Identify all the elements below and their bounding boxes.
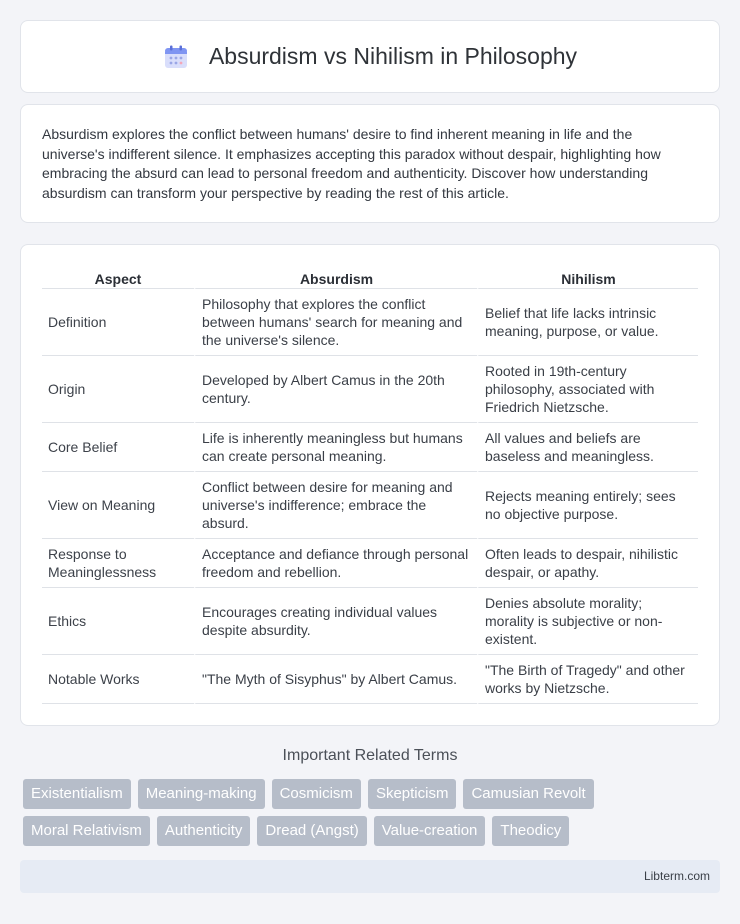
table-cell-absurdism: Life is inherently meaningless but humans can create personal meaning. (194, 423, 477, 472)
table-cell-nihilism: Denies absolute morality; morality is subjective or non-existent. (477, 588, 698, 655)
table-cell-nihilism: Rooted in 19th-century philosophy, associated with Friedrich Nietzsche. (477, 356, 698, 423)
column-header: Absurdism (194, 263, 477, 289)
column-header: Nihilism (477, 263, 698, 289)
table-cell-absurdism: "The Myth of Sisyphus" by Albert Camus. (194, 655, 477, 704)
intro-card (20, 104, 720, 223)
tag-value-creation[interactable]: Value-creation (374, 816, 486, 846)
comparison-table-card (20, 244, 720, 726)
tag-skepticism[interactable]: Skepticism (368, 779, 457, 809)
table-cell-nihilism: Often leads to despair, nihilistic despair, or apathy. (477, 539, 698, 588)
table-cell-nihilism: Belief that life lacks intrinsic meaning, purpose, or value. (477, 289, 698, 356)
table-row (42, 588, 698, 655)
table-cell-absurdism: Philosophy that explores the conflict between humans' search for meaning and the universe's silence. (194, 289, 477, 356)
table-cell-absurdism: Developed by Albert Camus in the 20th century. (194, 356, 477, 423)
related-terms-heading: Important Related Terms (282, 747, 458, 764)
table-cell-aspect: Response to Meaninglessness (42, 539, 194, 588)
intro-text: Absurdism explores the conflict between humans' desire to find inherent meaning in life and the universe's indifferent silence. It emphasizes accepting this paradox without despair, highlighting how embracing the absurd can lead to personal freedom and authenticity. Discover how understanding absurdism can transform your perspective by reading the rest of this article. (42, 126, 661, 201)
table-row (42, 356, 698, 423)
table-cell-absurdism: Conflict between desire for meaning and universe's indifference; embrace the absurd. (194, 472, 477, 539)
table-cell-absurdism: Acceptance and defiance through personal freedom and rebellion. (194, 539, 477, 588)
table-header-row (42, 263, 698, 289)
table-cell-nihilism: Rejects meaning entirely; sees no objective purpose. (477, 472, 698, 539)
header-card (20, 20, 720, 93)
table-cell-aspect: Ethics (42, 588, 194, 655)
calendar-icon (163, 44, 189, 70)
tag-meaning-making[interactable]: Meaning-making (138, 779, 265, 809)
tag-cosmicism[interactable]: Cosmicism (272, 779, 361, 809)
table-cell-aspect: Notable Works (42, 655, 194, 704)
table-cell-aspect: Definition (42, 289, 194, 356)
column-header: Aspect (42, 263, 194, 289)
tag-theodicy[interactable]: Theodicy (492, 816, 569, 846)
table-cell-aspect: Core Belief (42, 423, 194, 472)
table-row (42, 289, 698, 356)
tag-authenticity[interactable]: Authenticity (157, 816, 251, 846)
table-row (42, 472, 698, 539)
tag-moral-relativism[interactable]: Moral Relativism (23, 816, 150, 846)
tag-existentialism[interactable]: Existentialism (23, 779, 131, 809)
table-row (42, 539, 698, 588)
tag-dread-angst[interactable]: Dread (Angst) (257, 816, 366, 846)
table-row (42, 655, 698, 704)
table-cell-aspect: Origin (42, 356, 194, 423)
table-cell-aspect: View on Meaning (42, 472, 194, 539)
footer (20, 860, 720, 893)
table-cell-nihilism: "The Birth of Tragedy" and other works by Nietzsche. (477, 655, 698, 704)
page-title: Absurdism vs Nihilism in Philosophy (208, 43, 578, 69)
table-cell-nihilism: All values and beliefs are baseless and meaningless. (477, 423, 698, 472)
table-cell-absurdism: Encourages creating individual values despite absurdity. (194, 588, 477, 655)
tag-camusian-revolt[interactable]: Camusian Revolt (463, 779, 593, 809)
related-terms-tags (23, 779, 717, 846)
comparison-table (42, 263, 698, 704)
footer-site-link[interactable]: Libterm.com (643, 869, 710, 883)
table-row (42, 423, 698, 472)
